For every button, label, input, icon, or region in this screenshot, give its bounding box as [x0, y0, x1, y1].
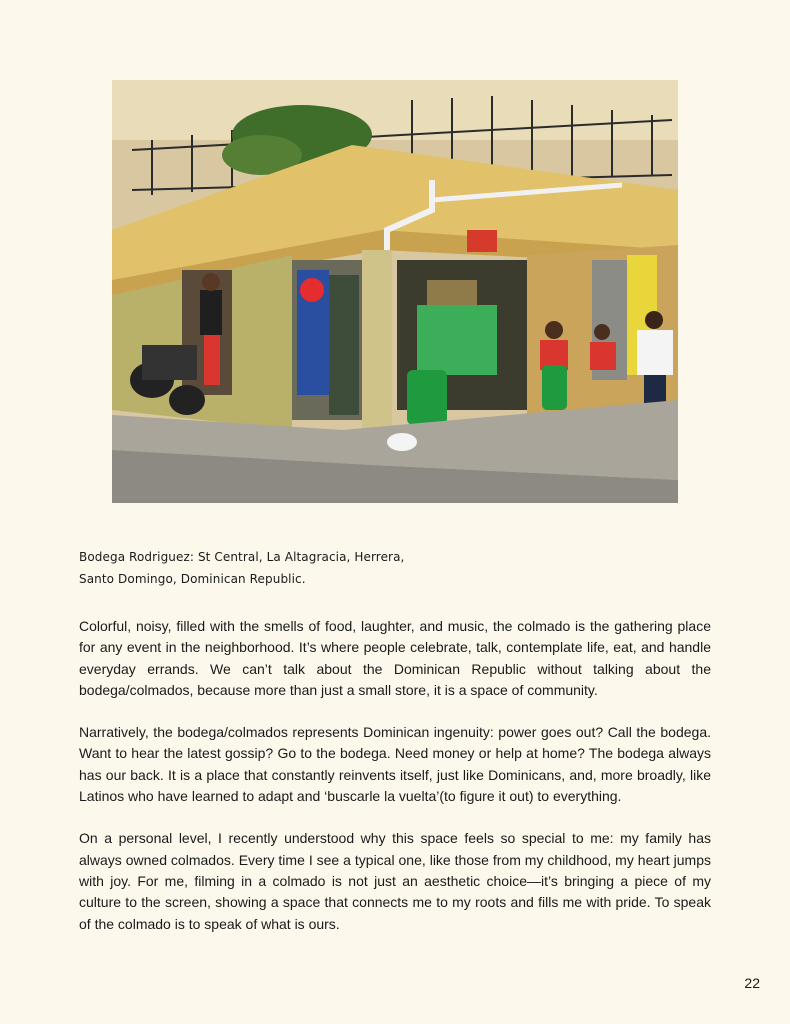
bodega-photo-illustration: [112, 80, 678, 503]
caption-line-2: Santo Domingo, Dominican Republic.: [79, 572, 306, 586]
paragraph-3: On a personal level, I recently understood why this space feels so special to me: my family has always owned colmados. Every time I see a typical one, like those from my childhood, my heart jumps with joy. For me, filming in a colmado is not just an aesthetic choice—it’s bringing a piece of my culture to the screen, showing a space that connects me to my roots and fills me with pride. To speak of the colmado is to speak of what is ours.: [79, 830, 711, 932]
paragraph-1: Colorful, noisy, filled with the smells of food, laughter, and music, the colmado is the gathering place for any event in the neighborhood. It’s where people celebrate, talk, contemplate life, eat, and handle everyday errands. We can’t talk about the Dominican Republic without talking about the bodega/colmados, because more than just a small store, it is a space of community.: [79, 618, 711, 698]
photo-caption: [79, 546, 579, 590]
paragraph-2: Narratively, the bodega/colmados represents Dominican ingenuity: power goes out? Call the bodega. Want to hear the latest gossip? Go to the bodega. Need money or help at home? The bodega always has our back. It is a place that constantly reinvents itself, just like Dominicans, and, more broadly, like Latinos who have learned to adapt and ‘buscarle la vuelta’(to figure it out) to everything.: [79, 724, 711, 805]
caption-line-1: Bodega Rodriguez: St Central, La Altagracia, Herrera,: [79, 550, 405, 564]
article-body: [79, 616, 711, 956]
bodega-photo: [112, 80, 678, 503]
page-number: 22: [744, 975, 760, 991]
